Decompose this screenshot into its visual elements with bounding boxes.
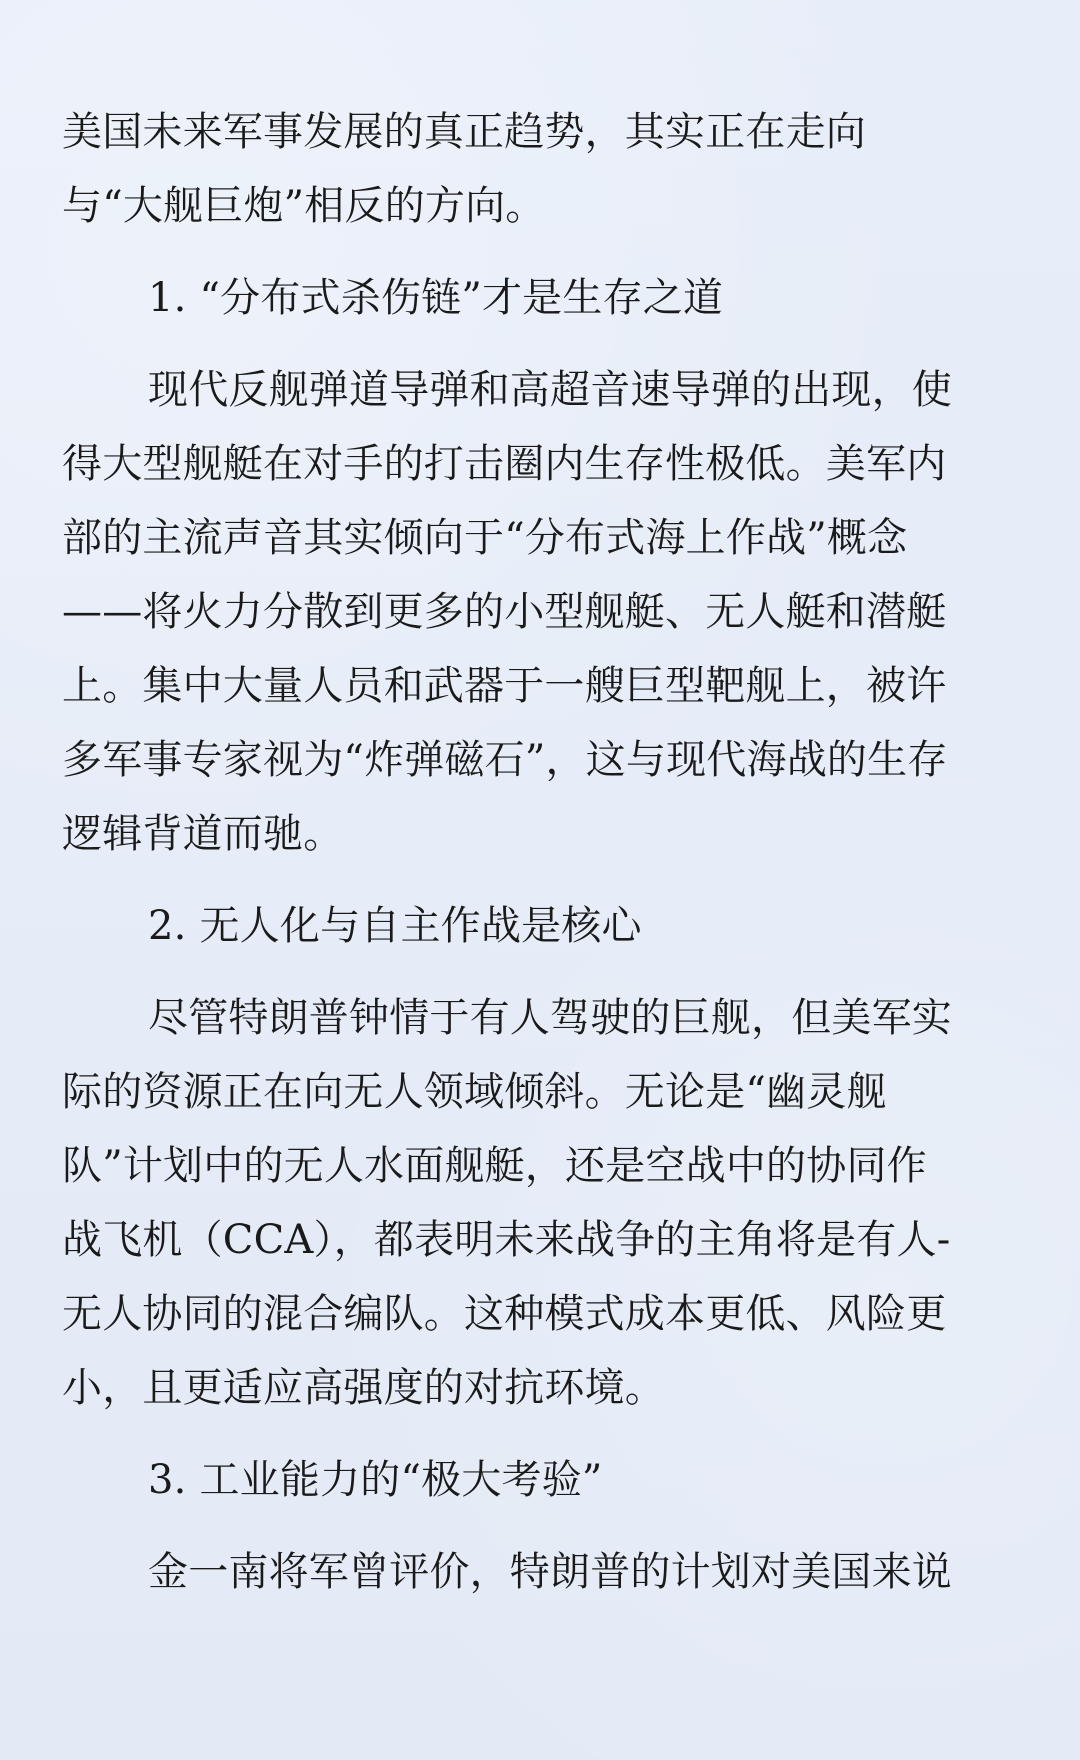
text-line: 小，且更适应高强度的对抗环境。 xyxy=(62,1365,665,1411)
text-line: 无人协同的混合编队。这种模式成本更低、风险更 xyxy=(62,1291,947,1337)
text-line: 美国未来军事发展的真正趋势，其实正在走向 xyxy=(62,109,866,155)
text-line: 战飞机（CCA），都表明未来战争的主角将是有人- xyxy=(62,1217,951,1263)
section-heading-3: 3. 工业能力的“极大考验” xyxy=(148,1457,603,1503)
text-line: 上。集中大量人员和武器于一艘巨型靶舰上，被许 xyxy=(62,663,947,709)
text-line: 金一南将军曾评价，特朗普的计划对美国来说 xyxy=(148,1549,952,1595)
section-body-2 xyxy=(62,981,1030,1425)
section-heading-1: 1. “分布式杀伤链”才是生存之道 xyxy=(148,275,724,321)
text-line: 与“大舰巨炮”相反的方向。 xyxy=(62,183,546,229)
section-heading-2: 2. 无人化与自主作战是核心 xyxy=(148,903,642,949)
text-line: ——将火力分散到更多的小型舰艇、无人艇和潜艇 xyxy=(62,589,947,635)
text-line: 队”计划中的无人水面舰艇，还是空战中的协同作 xyxy=(62,1143,927,1189)
text-line: 逻辑背道而驰。 xyxy=(62,811,344,857)
section-body-1 xyxy=(62,353,1030,871)
intro-paragraph xyxy=(62,95,1030,243)
text-line: 尽管特朗普钟情于有人驾驶的巨舰，但美军实 xyxy=(148,995,952,1041)
text-line: 际的资源正在向无人领域倾斜。无论是“幽灵舰 xyxy=(62,1069,887,1115)
text-line: 得大型舰艇在对手的打击圈内生存性极低。美军内 xyxy=(62,441,947,487)
section-body-3 xyxy=(62,1535,1030,1609)
text-line: 多军事专家视为“炸弹磁石”，这与现代海战的生存 xyxy=(62,737,948,783)
text-line: 部的主流声音其实倾向于“分布式海上作战”概念 xyxy=(62,515,908,561)
text-line: 现代反舰弹道导弹和高超音速导弹的出现，使 xyxy=(148,367,952,413)
